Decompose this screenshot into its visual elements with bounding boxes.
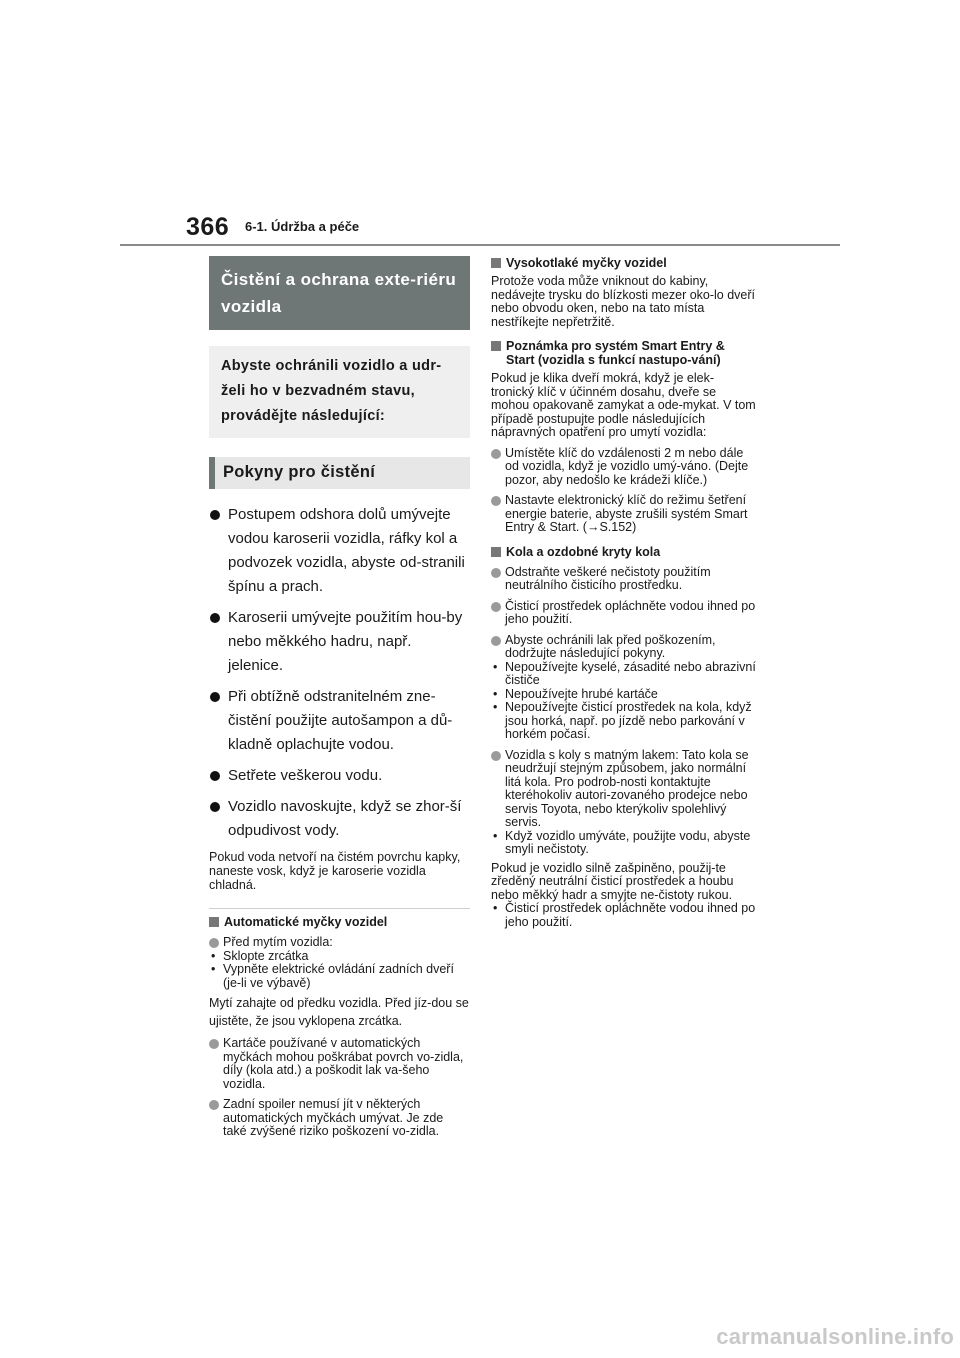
bullet-icon — [210, 802, 220, 812]
left-column — [209, 256, 470, 1139]
list-item: Postupem odshora dolů umývejte vodou karoserii vozidla, ráfky kol a podvozek vozidla, abyste od-stranili špínu a prach. — [209, 503, 470, 599]
smart-entry-heading: Poznámka pro systém Smart Entry & Start (vozidla s funkcí nastupo-vání) — [491, 339, 756, 367]
smart-entry-item: Umístěte klíč do vzdálenosti 2 m nebo dále od vozidla, když je vozidlo umý-váno. (Dejte pozor, aby nedošlo ke krádeži klíče.) — [491, 447, 756, 488]
wheels-item: Abyste ochránili lak před poškozením, dodržujte následující pokyny. — [491, 634, 756, 661]
circle-bullet-icon — [491, 496, 501, 506]
high-pressure-heading: Vysokotlaké myčky vozidel — [491, 256, 756, 270]
auto-wash-item: Před mytím vozidla: — [209, 936, 470, 950]
wax-note: Pokud voda netvoří na čistém povrchu kapky, naneste vosk, když je karoserie vozidla chladná. — [209, 850, 461, 892]
circle-bullet-icon — [209, 938, 219, 948]
circle-bullet-icon — [491, 449, 501, 459]
wheels-item: Čisticí prostředek opláchněte vodou ihned po jeho použití. — [491, 600, 756, 627]
circle-bullet-icon — [491, 636, 501, 646]
auto-wash-points — [209, 950, 470, 991]
wheels-heading: Kola a ozdobné kryty kola — [491, 545, 756, 559]
list-item: Karoserii umývejte použitím hou-by nebo měkkého hadru, např. jelenice. — [209, 606, 470, 678]
list-item: • Sklopte zrcátka — [211, 948, 309, 963]
wheels-item: Vozidla s koly s matným lakem: Tato kola se neudržují stejným způsobem, jako normální litá kola. Pro podrob-nosti kontaktujte kteréhokoliv autori-zovaného prodejce nebo servis Toyota, nebo kterýkoliv spolehlivý servis. — [491, 749, 756, 830]
circle-bullet-icon — [491, 751, 501, 761]
list-item: Setřete veškerou vodu. — [209, 764, 470, 788]
wheels-item: Odstraňte veškeré nečistoty použitím neutrálního čisticího prostředku. — [491, 566, 756, 593]
subsection-title: Pokyny pro čistění — [209, 457, 470, 489]
bullet-icon — [210, 510, 220, 520]
circle-bullet-icon — [491, 602, 501, 612]
bullet-icon — [210, 692, 220, 702]
square-bullet-icon — [491, 341, 501, 351]
cleaning-steps — [209, 503, 470, 843]
auto-wash-heading: Automatické myčky vozidel — [209, 915, 470, 929]
list-item: Při obtížně odstranitelném zne-čistění použijte autošampon a dů-kladně oplachujte vodou. — [209, 685, 470, 757]
auto-wash-item: Kartáče používané v automatických myčkách mohou poškrábat povrch vo-zidla, díly (kola atd.) a poškodit lak va-šeho vozidla. — [209, 1037, 470, 1091]
right-column — [491, 256, 756, 929]
page-number: 366 — [186, 213, 230, 241]
circle-bullet-icon — [491, 568, 501, 578]
smart-entry-text: Pokud je klika dveří mokrá, když je elek-tronický klíč v účinném dosahu, dveře se mohou opakovaně zamykat a ode-mykat. V tom případě postupujte podle následujících nápravných opatření pro umytí vozidla: — [491, 371, 756, 439]
paint-protection-points — [491, 661, 756, 742]
page-title: Čistění a ochrana exte-riéru vozidla — [209, 256, 470, 330]
square-bullet-icon — [491, 547, 501, 557]
auto-wash-item: Zadní spoiler nemusí jít v některých automatických myčkách umývat. Je zde také zvýšené riziko poškození vo-zidla. — [209, 1098, 470, 1139]
intro-box: Abyste ochránili vozidlo a udr-želi ho v bezvadném stavu, provádějte následující: — [209, 346, 470, 438]
bullet-icon — [210, 613, 220, 623]
list-item: Vozidlo navoskujte, když se zhor-ší odpudivost vody. — [209, 795, 470, 843]
high-pressure-text: Protože voda může vniknout do kabiny, nedávejte trysku do blízkosti mezer oko-lo dveří nebo obvodu oken, nebo na tato místa nestříkejte nepřetržitě. — [491, 274, 756, 329]
list-item: • Nepoužívejte hrubé kartáče — [493, 686, 658, 701]
list-item: • Vypněte elektrické ovládání zadních dveří (je-li ve výbavě) — [211, 962, 454, 990]
circle-bullet-icon — [209, 1039, 219, 1049]
matte-wheel-points — [491, 902, 756, 929]
divider — [209, 908, 470, 909]
smart-entry-item: Nastavte elektronický klíč do režimu šetření energie baterie, abyste zrušili systém Smart Entry & Start. (→S.152) — [491, 494, 756, 535]
square-bullet-icon — [209, 917, 219, 927]
circle-bullet-icon — [209, 1100, 219, 1110]
list-item: • Čisticí prostředek opláchněte vodou ihned po jeho použití. — [493, 901, 756, 929]
list-item: • Nepoužívejte kyselé, zásadité nebo abrazivní čističe — [493, 659, 756, 687]
list-item: • Když vozidlo umýváte, použijte vodu, abyste smyli nečistoty. — [493, 828, 751, 856]
square-bullet-icon — [491, 258, 501, 268]
matte-wheel-text: Pokud je vozidlo silně zašpiněno, použij-te zředěný neutrální čisticí prostředek a houbu nebo měkký hadr a smyjte ne-čistoty rukou. — [491, 860, 734, 902]
section-title: 6-1. Údržba a péče — [245, 219, 360, 234]
matte-wheel-points — [491, 830, 756, 857]
bullet-icon — [210, 771, 220, 781]
auto-wash-text: Mytí zahajte od předku vozidla. Před jíz-dou se ujistěte, že jsou vyklopena zrcátka. — [209, 996, 469, 1028]
list-item: • Nepoužívejte čisticí prostředek na kola, když jsou horká, např. po jízdě nebo parkování v horkém počasí. — [493, 700, 752, 741]
header-rule — [120, 244, 840, 246]
watermark: carmanualsonline.info — [716, 1324, 954, 1349]
